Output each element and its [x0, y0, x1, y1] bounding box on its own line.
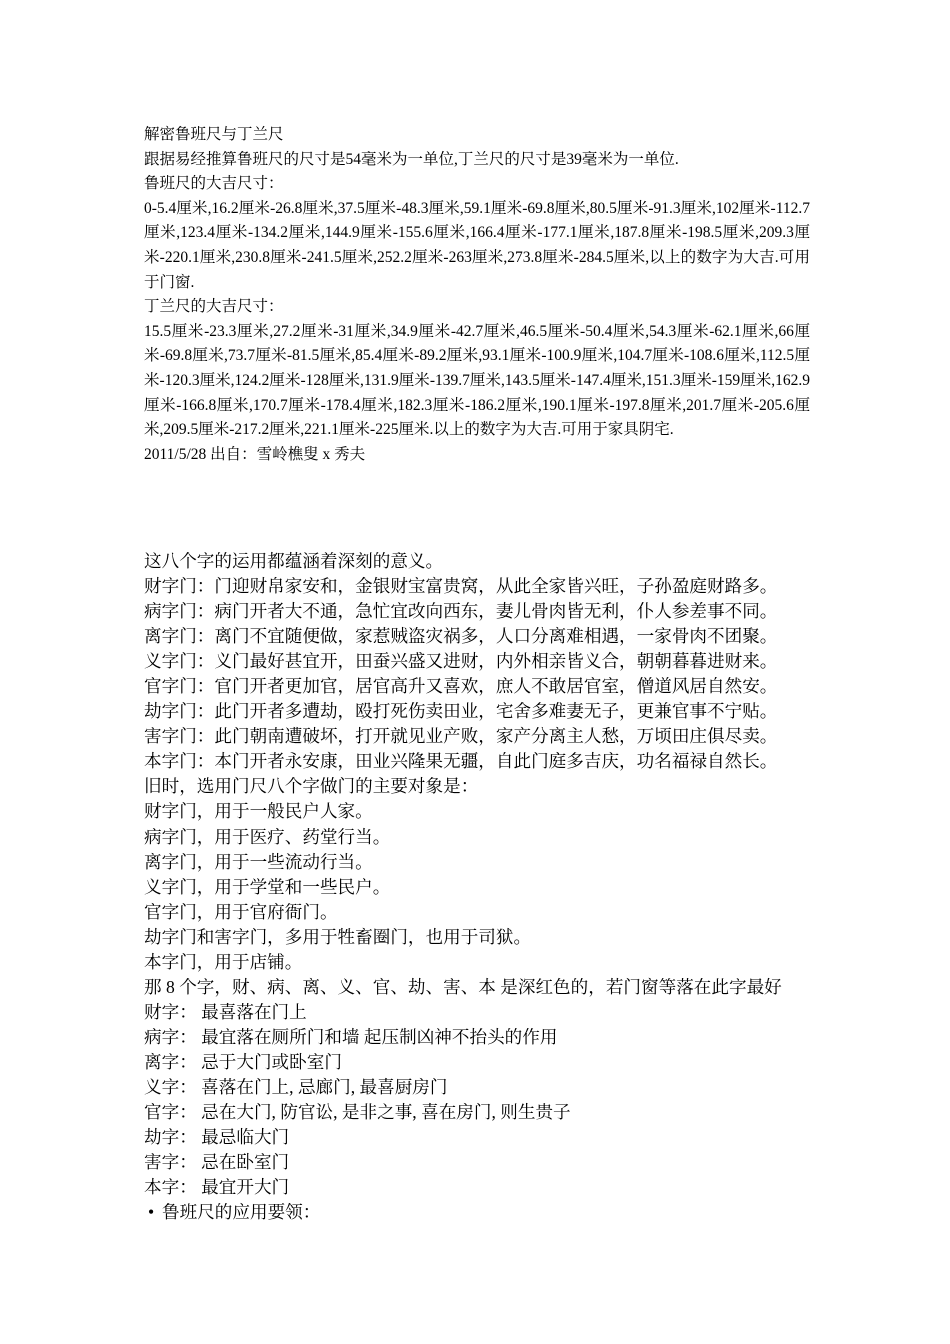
text-line: 害字： 忌在卧室门 [144, 1152, 290, 1173]
text-line: 义字门，用于学堂和一些民户。 [144, 876, 391, 897]
text-line: 病字门：病门开者大不通，急忙宜改向西东，妻儿骨肉皆无利，仆人参差事不同。 [144, 601, 778, 622]
text-line: 官字： 忌在大门, 防官讼, 是非之事, 喜在房门, 则生贵子 [144, 1102, 571, 1123]
text-line: 劫字门：此门开者多遭劫，殴打死伤卖田业，宅舍多难妻无子，更兼官事不宁贴。 [144, 701, 778, 722]
bullet-text: 鲁班尺的应用要领： [162, 1202, 321, 1223]
text-line: 义字门：义门最好甚宜开，田蚕兴盛又进财，内外相亲皆义合，朝朝暮暮进财来。 [144, 651, 778, 672]
text-line: 官字门，用于官府衙门。 [144, 901, 338, 922]
luban-heading: 鲁班尺的大吉尺寸： [144, 175, 284, 193]
text-line: 本字门，用于店铺。 [144, 951, 303, 972]
text-line: 财字： 最喜落在门上 [144, 1001, 307, 1022]
text-line: 本字： 最宜开大门 [144, 1177, 290, 1198]
dinglan-values-paragraph: 15.5厘米-23.3厘米,27.2厘米-31厘米,34.9厘米-42.7厘米,46.5厘米-50.4厘米,54.3厘米-62.1厘米,66厘米-69.8厘米,73.7厘米-81.5厘米,85.4厘米-89.2厘米,93.1厘米-100.9厘米,104.7厘米-108.6厘米,112.5厘米-120.3厘米,124.2厘米-128厘米,131.9厘米-139.7厘米,143.5厘米-147.4厘米,151.3厘米-159厘米,162.9厘米-166.8厘米,170.7厘米-178.4厘米,182.3厘米-186.2厘米,190.1厘米-197.8厘米,201.7厘米-205.6厘米,209.5厘米-217.2厘米,221.1厘米-225厘米.以上的数字为大吉.可用于家具阴宅. [144, 322, 810, 439]
text-line: 义字： 喜落在门上, 忌廊门, 最喜厨房门 [144, 1076, 448, 1097]
ruler-dimensions-section [144, 123, 810, 467]
luban-values-paragraph: 0-5.4厘米,16.2厘米-26.8厘米,37.5厘米-48.3厘米,59.1厘米-69.8厘米,80.5厘米-91.3厘米,102厘米-112.7厘米,123.4厘米-134.2厘米,144.9厘米-155.6厘米,166.4厘米-177.1厘米,187.8厘米-198.5厘米,209.3厘米-220.1厘米,230.8厘米-241.5厘米,252.2厘米-263厘米,273.8厘米-284.5厘米,以上的数字为大吉.可用于门窗. [144, 199, 810, 291]
text-line: 病字： 最宜落在厕所门和墙 起压制凶神不抬头的作用 [144, 1026, 558, 1047]
text-line: 这八个字的运用都蕴涵着深刻的意义。 [144, 551, 444, 571]
text-line: 财字门：门迎财帛家安和，金银财宝富贵窝，从此全家皆兴旺，子孙盈庭财路多。 [144, 576, 778, 597]
text-line: 劫字门和害字门，多用于牲畜圈门，也用于司狱。 [144, 926, 532, 947]
dinglan-heading: 丁兰尺的大吉尺寸： [144, 298, 284, 316]
text-line: 官字门：官门开者更加官，居官高升又喜欢，庶人不敢居官室，僧道风居自然安。 [144, 676, 778, 697]
text-line: 害字门：此门朝南遭破坏，打开就见业产败，家产分离主人愁，万顷田庄俱尽卖。 [144, 726, 778, 747]
text-line: 旧时，选用门尺八个字做门的主要对象是： [144, 776, 479, 797]
text-line: 病字门，用于医疗、药堂行当。 [144, 826, 391, 847]
text-line: 离字门：离门不宜随便做，家惹贼盗灾祸多，人口分离难相遇，一家骨肉不团聚。 [144, 626, 778, 647]
text-line: 本字门：本门开者永安康，田业兴隆果无疆，自此门庭多吉庆，功名福禄自然长。 [144, 751, 778, 772]
text-line: 离字： 忌于大门或卧室门 [144, 1051, 342, 1072]
text-line: 财字门，用于一般民户人家。 [144, 801, 373, 822]
text-line: 劫字： 最忌临大门 [144, 1127, 290, 1148]
bullet-icon: • [148, 1202, 155, 1223]
source-line: 2011/5/28 出自：雪岭樵叟 x 秀夫 [144, 445, 366, 463]
bullet-item [144, 1200, 824, 1225]
intro-paragraph: 跟据易经推算鲁班尺的尺寸是54毫米为一单位,丁兰尺的尺寸是39毫米为一单位. [144, 150, 679, 168]
text-line: 离字门，用于一些流动行当。 [144, 851, 373, 872]
text-line: 那 8 个字，财、病、离、义、官、劫、害、本 是深红色的，若门窗等落在此字最好 [144, 976, 782, 997]
eight-characters-section [144, 549, 824, 1225]
section-title: 解密鲁班尺与丁兰尺 [144, 126, 284, 143]
